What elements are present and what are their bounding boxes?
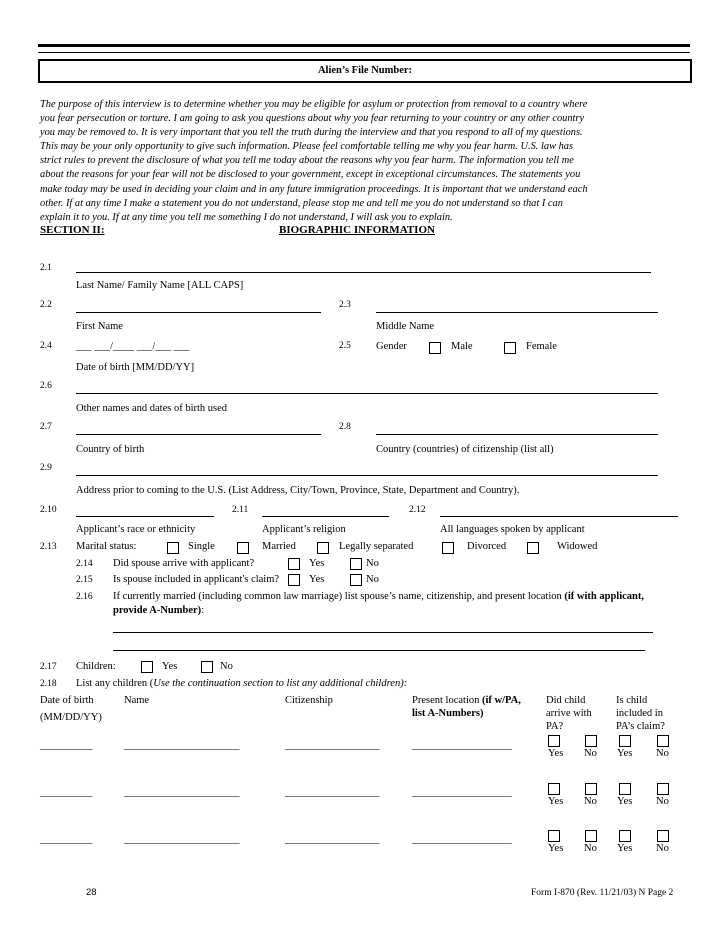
header-text: Present location — [412, 695, 482, 706]
yes-label: Yes — [548, 796, 564, 807]
legally-separated-checkbox[interactable] — [317, 542, 329, 554]
yes-label: Yes — [548, 843, 564, 854]
item-number: 2.1 — [40, 263, 52, 273]
citizenship-label: Country (countries) of citizenship (list all) — [376, 444, 554, 455]
col-dob-header: Date of birth — [40, 695, 94, 706]
spouse-included-yes-checkbox[interactable] — [288, 574, 300, 586]
question-text: If currently married (including common law marriage) list spouse’s name, citizenship, and present location — [113, 591, 565, 602]
item-number: 2.17 — [40, 662, 57, 672]
child-dob-field[interactable]: __________ — [40, 787, 93, 798]
item-number: 2.11 — [232, 505, 249, 515]
item-number: 2.12 — [409, 505, 426, 515]
languages-field[interactable] — [440, 516, 678, 517]
religion-field[interactable] — [262, 516, 389, 517]
child-citizenship-field[interactable]: __________________ — [285, 834, 380, 845]
spouse-details-question — [113, 591, 644, 602]
intro-line: you fear persecution or torture. I am going to ask you questions about why you fear returning to your country or any other country — [40, 113, 585, 125]
section-label: SECTION II: — [40, 224, 105, 236]
question-emphasis: provide A-Number) — [113, 605, 202, 616]
male-checkbox[interactable] — [429, 342, 441, 354]
race-label: Applicant’s race or ethnicity — [76, 524, 196, 535]
child-name-field[interactable]: ______________________ — [124, 740, 240, 751]
children-yes-checkbox[interactable] — [141, 661, 153, 673]
intro-line: make today may be used in deciding your claim and in any future immigration proceedings. It is important that we understand each — [40, 183, 588, 195]
child-arrive-no-checkbox[interactable] — [585, 783, 597, 795]
col-included-header: included in — [616, 708, 663, 719]
widowed-checkbox[interactable] — [527, 542, 539, 554]
no-label: No — [656, 748, 669, 759]
item-number: 2.3 — [339, 300, 351, 310]
male-label: Male — [451, 341, 473, 352]
yes-label: Yes — [617, 843, 633, 854]
female-checkbox[interactable] — [504, 342, 516, 354]
date-of-birth-label: Date of birth [MM/DD/YY] — [76, 362, 195, 373]
file-number-label: Alien’s File Number: — [317, 65, 413, 76]
instruction-text: List any children ( — [76, 678, 154, 689]
intro-line: you may be removed to. It is very important that you tell the truth during the interview and that you respond to all of my questions. — [40, 127, 583, 139]
legally-separated-label: Legally separated — [339, 541, 414, 552]
top-thin-rule — [38, 52, 690, 53]
col-arrive-header: Did child — [546, 695, 586, 706]
col-included-header: Is child — [616, 695, 648, 706]
col-dob-format: (MM/DD/YY) — [40, 712, 102, 723]
languages-label: All languages spoken by applicant — [440, 524, 585, 535]
spouse-details-question-cont — [113, 605, 204, 616]
intro-line: The purpose of this interview is to determine whether you may be eligible for asylum or protection from removal to a country where — [40, 99, 588, 110]
last-name-field[interactable] — [76, 272, 651, 273]
spouse-arrive-no-checkbox[interactable] — [350, 558, 362, 570]
divorced-checkbox[interactable] — [442, 542, 454, 554]
child-location-field[interactable]: ___________________ — [412, 834, 512, 845]
religion-label: Applicant’s religion — [262, 524, 346, 535]
child-arrive-yes-checkbox[interactable] — [548, 735, 560, 747]
item-number: 2.6 — [40, 381, 52, 391]
citizenship-field[interactable] — [376, 434, 658, 435]
no-label: No — [656, 796, 669, 807]
intro-paragraph — [40, 98, 690, 225]
item-number: 2.2 — [40, 300, 52, 310]
intro-line: This may be your only opportunity to give such information. Please feel comfortable telling me why you fear harm. U.S. law has — [40, 141, 574, 153]
col-included-header: PA’s claim? — [616, 721, 665, 732]
spouse-arrive-yes-checkbox[interactable] — [288, 558, 300, 570]
child-arrive-no-checkbox[interactable] — [585, 735, 597, 747]
spouse-details-field[interactable] — [113, 632, 653, 633]
no-label: No — [366, 558, 379, 569]
date-of-birth-field[interactable]: ___ ___/____ ___/___ ___ — [76, 341, 190, 352]
no-label: No — [584, 796, 597, 807]
yes-label: Yes — [162, 661, 178, 672]
no-label: No — [584, 748, 597, 759]
page-number: 28 — [86, 887, 97, 898]
children-no-checkbox[interactable] — [201, 661, 213, 673]
no-label: No — [656, 843, 669, 854]
married-checkbox[interactable] — [237, 542, 249, 554]
intro-line: about the reasons for your fear will not be disclosed to your government, except in exceptional circumstances. The statements you — [40, 169, 581, 181]
female-label: Female — [526, 341, 557, 352]
no-label: No — [584, 843, 597, 854]
child-included-no-checkbox[interactable] — [657, 783, 669, 795]
middle-name-field[interactable] — [376, 312, 658, 313]
section-title: BIOGRAPHIC INFORMATION — [279, 224, 435, 236]
children-list-instruction — [76, 678, 407, 689]
child-citizenship-field[interactable]: __________________ — [285, 740, 380, 751]
question-text: : — [201, 605, 205, 616]
item-number: 2.14 — [76, 559, 93, 569]
item-number: 2.9 — [40, 463, 52, 473]
child-arrive-yes-checkbox[interactable] — [548, 783, 560, 795]
gender-label: Gender — [376, 341, 407, 352]
child-included-yes-checkbox[interactable] — [619, 830, 631, 842]
race-field[interactable] — [76, 516, 214, 517]
child-included-no-checkbox[interactable] — [657, 830, 669, 842]
item-number: 2.5 — [339, 341, 351, 351]
child-location-field[interactable]: ___________________ — [412, 787, 512, 798]
no-label: No — [366, 574, 379, 585]
yes-label: Yes — [309, 558, 325, 569]
top-rule — [38, 44, 690, 47]
single-checkbox[interactable] — [167, 542, 179, 554]
child-citizenship-field[interactable]: __________________ — [285, 787, 380, 798]
header-emphasis: (if w/PA, — [481, 695, 521, 706]
country-of-birth-label: Country of birth — [76, 444, 145, 455]
spouse-details-field[interactable] — [113, 650, 645, 651]
first-name-label: First Name — [76, 321, 123, 332]
intro-line: other. If at any time I make a statement you do not understand, please stop me and tell me you do not understand so that I can — [40, 197, 563, 209]
children-label: Children: — [76, 661, 116, 672]
yes-label: Yes — [617, 796, 633, 807]
married-label: Married — [262, 541, 296, 552]
yes-label: Yes — [617, 748, 633, 759]
child-included-no-checkbox[interactable] — [657, 735, 669, 747]
first-name-field[interactable] — [76, 312, 321, 313]
intro-line: explain it to you. If at any time you tell me something I do not understand, I will ask you to explain. — [40, 211, 453, 223]
spouse-included-question: Is spouse included in applicant's claim? — [113, 574, 280, 585]
intro-line: strict rules to prevent the disclosure of what you tell me today about the reasons why you fear harm. The information you tell me — [40, 155, 574, 167]
col-location-header-cont: list A-Numbers) — [412, 708, 484, 719]
middle-name-label: Middle Name — [376, 321, 435, 332]
child-dob-field[interactable]: __________ — [40, 740, 93, 751]
prior-address-label: Address prior to coming to the U.S. (List Address, City/Town, Province, State, Department and Country). — [76, 485, 520, 496]
file-number-box[interactable] — [38, 59, 692, 83]
country-of-birth-field[interactable] — [76, 434, 321, 435]
item-number: 2.8 — [339, 422, 351, 432]
spouse-arrive-question: Did spouse arrive with applicant? — [113, 558, 255, 569]
item-number: 2.15 — [76, 575, 93, 585]
prior-address-field[interactable] — [76, 475, 658, 476]
child-name-field[interactable]: ______________________ — [124, 834, 240, 845]
yes-label: Yes — [548, 748, 564, 759]
child-included-yes-checkbox[interactable] — [619, 735, 631, 747]
child-arrive-yes-checkbox[interactable] — [548, 830, 560, 842]
col-citizenship-header: Citizenship — [285, 695, 333, 706]
last-name-label: Last Name/ Family Name [ALL CAPS] — [76, 280, 244, 291]
item-number: 2.18 — [40, 679, 57, 689]
col-location-header — [412, 695, 521, 706]
item-number: 2.7 — [40, 422, 52, 432]
col-arrive-header: arrive with — [546, 708, 592, 719]
form-identifier: Form I-870 (Rev. 11/21/03) N Page 2 — [531, 888, 674, 898]
item-number: 2.13 — [40, 542, 57, 552]
yes-label: Yes — [309, 574, 325, 585]
child-dob-field[interactable]: __________ — [40, 834, 93, 845]
col-arrive-header: PA? — [546, 721, 564, 732]
item-number: 2.10 — [40, 505, 57, 515]
child-arrive-no-checkbox[interactable] — [585, 830, 597, 842]
item-number: 2.16 — [76, 592, 93, 602]
other-names-label: Other names and dates of birth used — [76, 403, 228, 414]
no-label: No — [220, 661, 233, 672]
child-location-field[interactable]: ___________________ — [412, 740, 512, 751]
child-name-field[interactable]: ______________________ — [124, 787, 240, 798]
marital-status-label: Marital status: — [76, 541, 137, 552]
question-emphasis: (if with applicant, — [564, 591, 645, 602]
other-names-field[interactable] — [76, 393, 658, 394]
col-name-header: Name — [124, 695, 150, 706]
spouse-included-no-checkbox[interactable] — [350, 574, 362, 586]
widowed-label: Widowed — [557, 541, 598, 552]
item-number: 2.4 — [40, 341, 52, 351]
divorced-label: Divorced — [467, 541, 507, 552]
child-included-yes-checkbox[interactable] — [619, 783, 631, 795]
single-label: Single — [188, 541, 215, 552]
instruction-italic: Use the continuation section to list any additional children): — [153, 678, 408, 689]
